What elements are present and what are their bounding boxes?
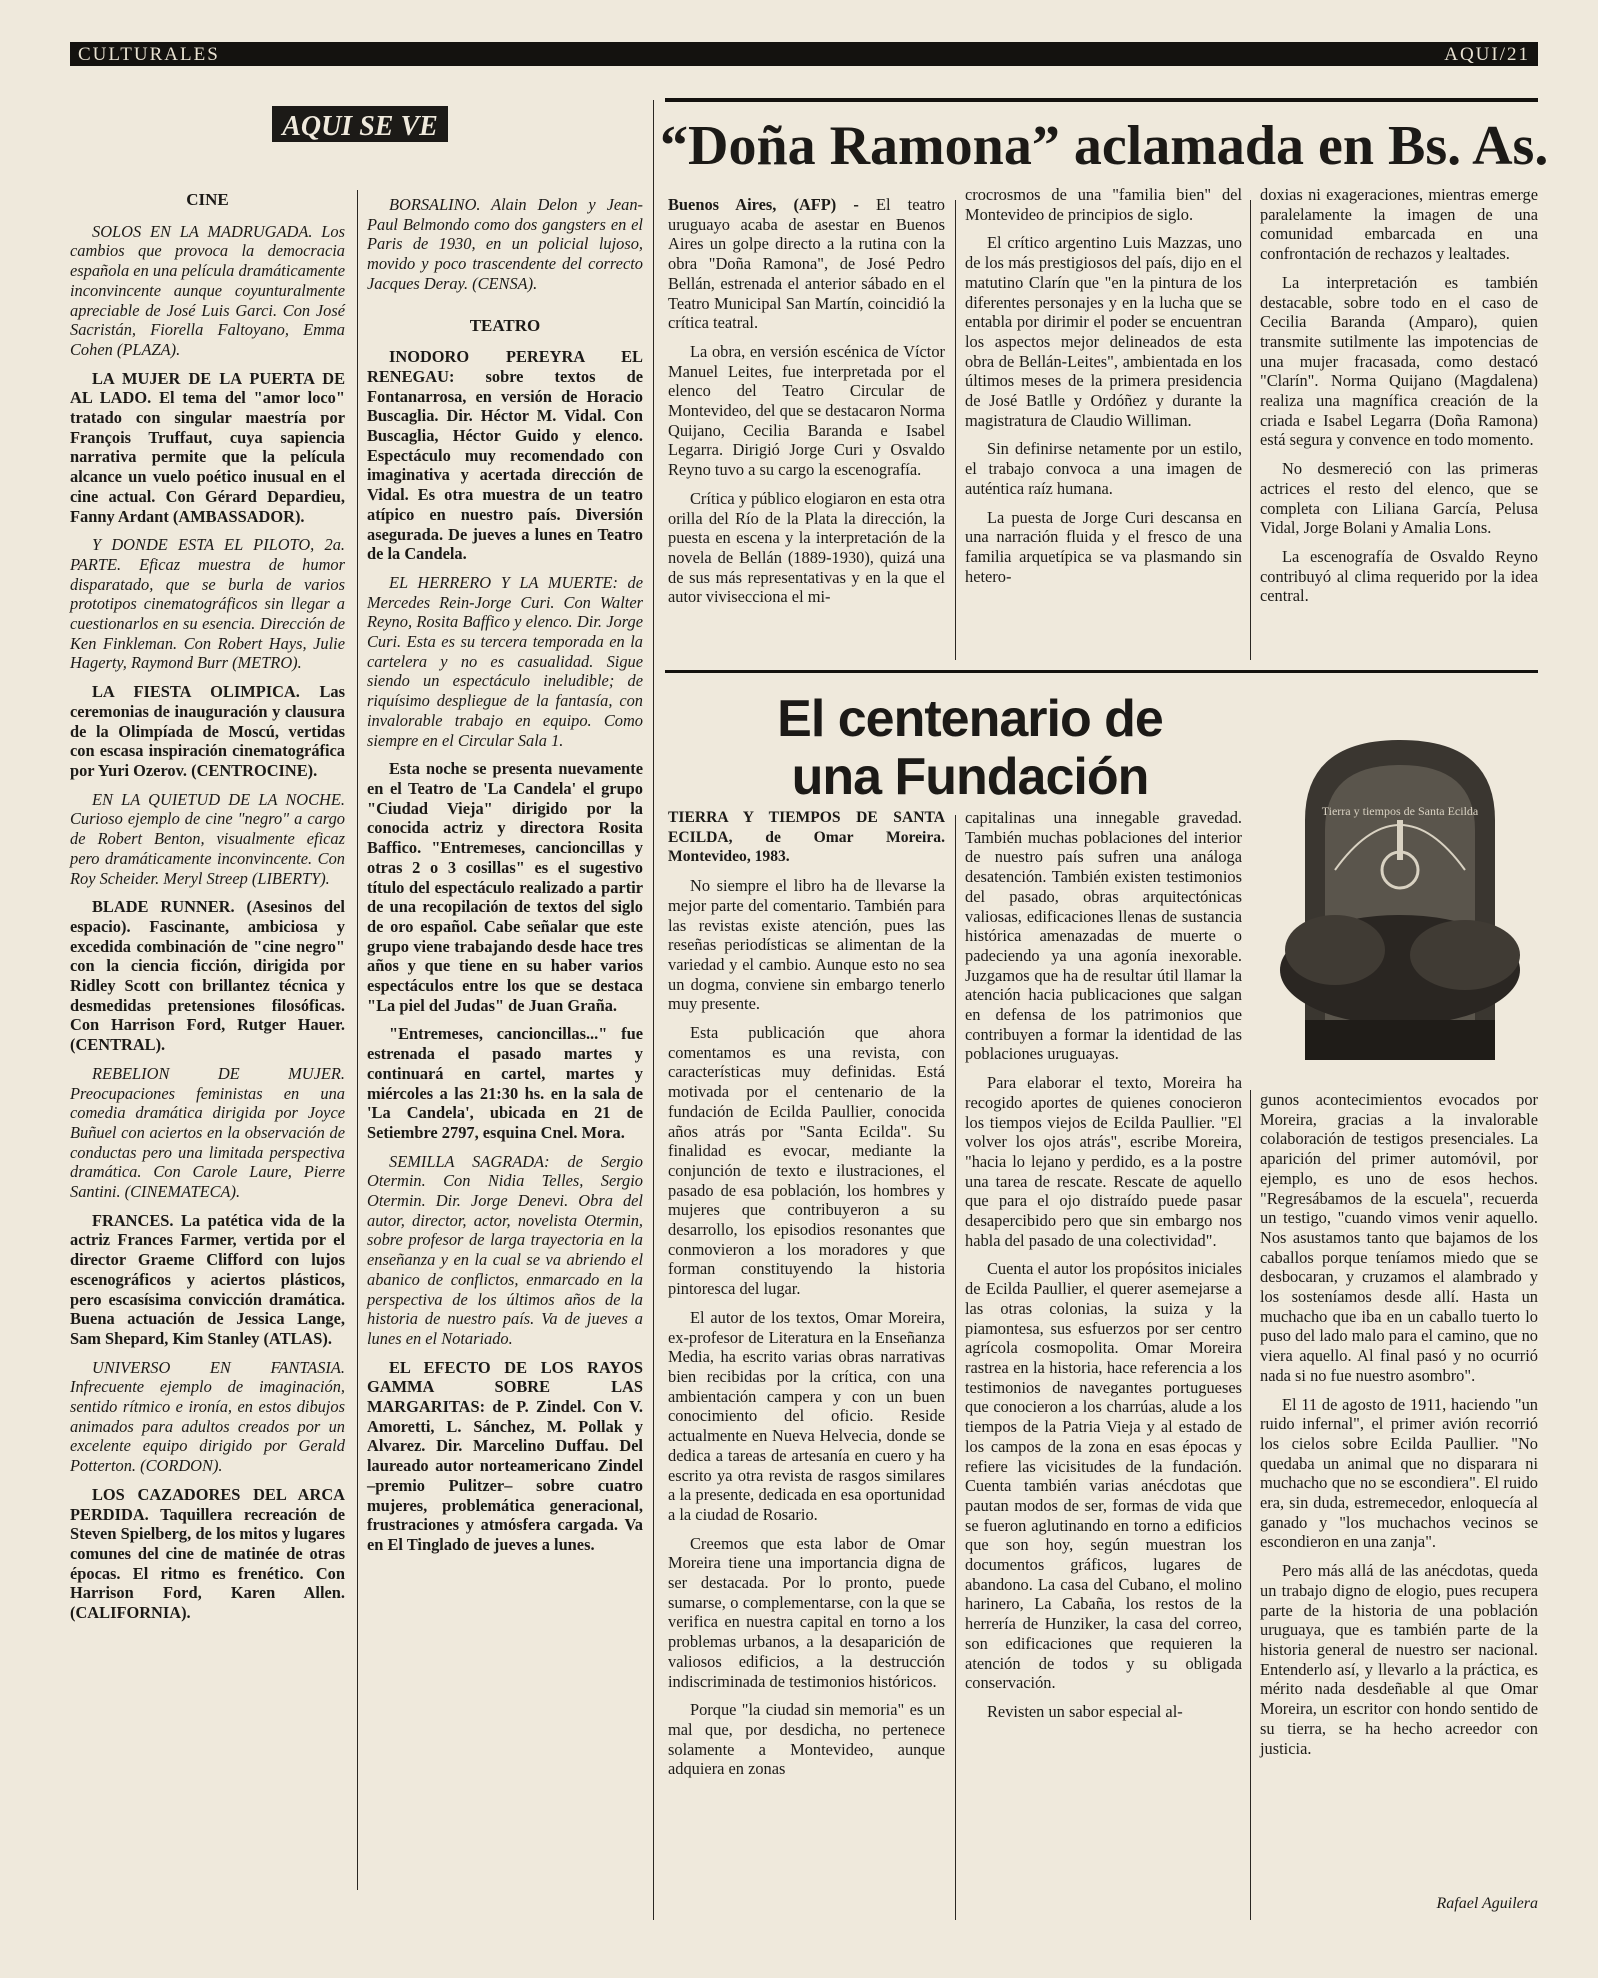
listing-text: sobre textos de Fontanarrosa, en versión de Horacio Buscaglia. Dir. Héctor M. Vidal. Con Buscaglia, Héctor Guido y elenco. Espectáculo muy recomendado con imaginativa y acertada dirección de Vidal. Es otra muestra de un teatro atípico en nuestro país. Diversión asegurada. De jueves a lunes en Teatro de la Candela. — [367, 366, 643, 564]
listing-item — [367, 1358, 643, 1555]
monument-photo — [1265, 720, 1535, 1070]
article-paragraph: Pero más allá de las anécdotas, queda un trabajo digno de elogio, pues recupera parte de la historia de una población uruguaya, que es también parte de la historia general de nuestro ser nacional. Entenderlo así, y llevarlo a la práctica, es mérito nada desdeñable al que Omar Moreira, un escritor con hondo sentido de su tierra, se ha hecho acreedor con justicia. — [1260, 1561, 1538, 1758]
headline-rule — [665, 98, 1538, 102]
listing-item — [70, 369, 345, 527]
article-paragraph: El crítico argentino Luis Mazzas, uno de los más prestigiosos del país, dijo en el matutino Clarín que "en la pintura de los diferentes personajes y en la lucha que se entabla por dirimir el poder se encuentran los aspectos mejor delineados de esta obra de Bellán-Leites", ambientada en los últimos meses de la primera presidencia de José Batlle y Ordóñez y durante la magistratura de Claudio Williman. — [965, 233, 1242, 430]
teatro-heading: TEATRO — [469, 315, 541, 335]
listing-item — [70, 897, 345, 1055]
listing-text: Los cambios que provoca la democracia española en una película dramáticamente inconvincente aunque coyunturalmente apreciable de José Luis Garci. Con José Sacristán, Fiorella Faltoyano, Emma Cohen (PLAZA). — [70, 221, 345, 359]
listing-text: Infrecuente ejemplo de imaginación, sentido rítmico e ironía, en estos dibujos animados para adultos creados por un excelente equipo dirigido por Gerald Potterton. (CORDON). — [70, 1377, 345, 1476]
article-paragraph: Crítica y público elogiaron en esta otra orilla del Río de la Plata la dirección, la puesta en escena y la interpretación de la novela de Bellán (1889-1930), quizá una de sus más representativas y en la que el autor vivisecciona el mi- — [668, 488, 945, 607]
listing-item — [367, 1024, 643, 1142]
article-paragraph: crocrosmos de una "familia bien" del Montevideo de principios de siglo. — [965, 185, 1242, 224]
listing-item — [367, 573, 643, 750]
column-rule — [1250, 1090, 1251, 1920]
listing-title: LOS CAZADORES DEL ARCA PERDIDA. — [70, 1484, 345, 1524]
column-rule — [955, 815, 956, 1920]
listing-text: Alain Delon y Jean-Paul Belmondo como dos gangsters en el Paris de 1930, en un policial lujoso, movido y poco trascendente del correcto Jacques Deray. (CENSA). — [367, 195, 643, 293]
listing-title: EL HERRERO Y LA MUERTE: — [389, 572, 618, 592]
listing-borsalino — [367, 195, 643, 294]
article-paragraph: Creemos que esta labor de Omar Moreira tiene una importancia digna de ser destacada. Por lo pronto, puede sumarse, o complementarse, con la que se verifica en nuestra capital en torno a los problemas urbanos, a la desaparición de valiosos edificios, a la destrucción indiscriminada de testimonios históricos. — [668, 1533, 945, 1691]
listing-text: El tema del "amor loco" tratado con singular maestría por François Truffaut, cuya sapiencia narrativa permite que la película alcance un vuelo poético inusual en el cine actual. Con Gérard Depardieu, Fanny Ardant (AMBASSADOR). — [70, 388, 345, 526]
dateline: Buenos Aires, (AFP) - — [668, 195, 859, 214]
article-paragraph: La escenografía de Osvaldo Reyno contribuyó al clima requerido por la idea central. — [1260, 546, 1538, 606]
listing-item — [70, 1485, 345, 1623]
listing-title: REBELION DE MUJER. — [92, 1063, 345, 1083]
listing-title: EL EFECTO DE LOS RAYOS GAMMA SOBRE LAS MARGARITAS: — [367, 1357, 643, 1417]
logo-text: AQUI SE VE — [282, 111, 438, 142]
article-paragraph: Cuenta el autor los propósitos iniciales de Ecilda Paullier, el querer asemejarse a las otras colonias, la suiza y la piamontesa, sus esfuerzos por ser centro agrícola cosmopolita. Omar Moreira rastrea en la historia, hace referencia a los testimonios de navegantes portugueses que conocieron a los charrúas, alude a los tiempos de la Patria Vieja y al estado de los campos de la zona en esas épocas y refiere las vicisitudes de la fundación. Cuenta también varias anécdotas que pautan modos de ser, formas de vida que se fueron aglutinando en torno a edificios que son hoy, según muestran los documentos gráficos, lugares de abandono. La casa del Cubano, el molino harinero, La Cabaña, los restos de la herrería de Hunziker, la casa del correo, son edificaciones que requieren la atención de todos y su obligada conservación. — [965, 1259, 1242, 1693]
agenda-column-1 — [70, 190, 345, 1632]
listing-title: LA FIESTA OLIMPICA. — [92, 682, 300, 702]
listing-item — [367, 1152, 643, 1349]
article-paragraph: Para elaborar el texto, Moreira ha recogido aportes de quienes conocieron los tiempos viejos de Ecilda Paullier. "El volver los ojos atrás", escribe Moreira, "hacia lo lejano y perdido, es a la postre una tarea de rescate. Rescate de aquello que para el ojo distraído puede pasar desapercibido pero que sin embargo nos habla del pasado de una colectividad". — [965, 1073, 1242, 1250]
article-paragraph: gunos acontecimientos evocados por Moreira, gracias a la invalorable colaboración de testigos presenciales. La aparición del primer automóvil, por ejemplo, es uno de esos hechos. "Regresábamos de la escuela", recuerda un testigo, "cuando vimos venir aquello. Nos asustamos tanto que bajamos de los caballos porque teníamos miedo que se desbocaran, y cruzamos el alambrado y los sosteníamos desde allí. Hasta un muchacho que iba en un caballo tuerto lo puso del lado malo para el camino, que no viera aquello. Al final pasó y no ocurrió nada si no fue nuestro asombro". — [1260, 1090, 1538, 1385]
listing-item — [367, 347, 643, 564]
article-paragraph: No desmereció con las primeras actrices el resto del elenco, que se completa con Liliana García, Pelusa Vidal, Jorge Bolani y Amalia Lons. — [1260, 459, 1538, 538]
listing-title: FRANCES. — [92, 1210, 174, 1230]
section-name: CULTURALES — [78, 44, 220, 65]
article-paragraph: Esta publicación que ahora comentamos es una revista, con características muy definidas. Está motivada por el centenario de la fundación de Ecilda Paullier, conocida años atrás por "Santa Ecilda". Su finalidad es evocar, mediante la conjunción de texto e ilustraciones, el pasado de esa población, los hombres y mujeres que contribuyeron a su desarrollo, los episodios resonantes que conmovieron a los moradores y que forman constituyendo la historia pintoresca del lugar. — [668, 1023, 945, 1299]
headline-line-1: El centenario de — [777, 690, 1163, 748]
ramona-column-1 — [668, 195, 945, 616]
listing-text: de Sergio Otermin. Con Nidia Telles, Sergio Otermin. Dir. Jorge Denevi. Obra del autor, director, actor, novelista Otermin, sobre profesor de larga trayectoria en la enseñanza y en la cual se va abriendo el abanico de conflictos, enmarcado en la perspectiva de los últimos años de la historia de nuestro país. Va de jueves a lunes en el Notariado. — [367, 1151, 643, 1348]
listing-item — [70, 1358, 345, 1476]
listing-text: La patética vida de la actriz Frances Farmer, vertida por el director Graeme Clifford con lujos escenográficos y aciertos plásticos, pero escasísima convicción dramática. Buena actuación de Jessica Lange, Sam Shepard, Kim Stanley (ATLAS). — [70, 1210, 345, 1348]
article-paragraph: El 11 de agosto de 1911, haciendo "un ruido infernal", el primer avión recorrió los cielos sobre Ecilda Paullier. "No quedaba un animal que no disparara ni muchacho que no se escondiera". El ruido era, sin duda, estremecedor, enloquecía al ganado y "los muchachos vecinos se escondieron en una zanja". — [1260, 1394, 1538, 1552]
listing-title: UNIVERSO EN FANTASIA. — [92, 1357, 345, 1377]
column-rule — [1250, 200, 1251, 660]
article-paragraph: La obra, en versión escénica de Víctor Manuel Leites, fue interpretada por el elenco del Teatro Circular de Montevideo, del que se destacaron Norma Quijano, Cecilia Baranda e Isabel Legarra. Dirigió Jorge Curi y Osvaldo Reyno tuvo a su cargo la escenografía. — [668, 341, 945, 480]
article-paragraph: capitalinas una innegable gravedad. También muchas poblaciones del interior de nuestro país sufren una análoga desatención. También existen testimonios del pasado, obras arquitectónicas valiosas, edificaciones llenas de sustancia histórica amenazadas de muerte o padeciendo ya una agonía inexorable. Juzgamos que ha de resultar útil llamar la atención hacia publicaciones que salgan en defensa de los patrimonios que contribuyen a formar la identidad de las poblaciones uruguayas. — [965, 808, 1242, 1064]
article-paragraph: doxias ni exageraciones, mientras emerge paralelamente la imagen de una comunidad embarcada en una confrontación de rechazos y lealtades. — [1260, 185, 1538, 264]
paragraph-text: El teatro uruguayo acaba de asestar en Buenos Aires un golpe directo a la rutina con la obra "Doña Ramona", de José Pedro Bellán, estrenada el anterior sábado en el Teatro Municipal San Martín, coincidió la crítica teatral. — [668, 195, 945, 333]
column-rule — [357, 190, 358, 1890]
headline-line-2: una Fundación — [791, 748, 1149, 806]
listing-item — [70, 1064, 345, 1202]
ramona-column-2 — [965, 185, 1242, 595]
listing-text: Taquillera recreación de Steven Spielberg, de los mitos y lugares comunes del cine de matinée de otras épocas. El ritmo es frenético. Con Harrison Ford, Karen Allen. (CALIFORNIA). — [70, 1504, 345, 1623]
article-paragraph: El autor de los textos, Omar Moreira, ex-profesor de Literatura en la Enseñanza Media, ha escrito varias obras narrativas bien recibidas por la crítica, con una ambientación campera y con un buen conocimiento del oficio. Reside actualmente en Nueva Helvecia, donde se dedica a tareas de artesanía en cuero y ha escrito ya otra revista de rasgos similares a la presente, dedicada en esa oportunidad a la ciudad de Rosario. — [668, 1307, 945, 1524]
article-paragraph: No siempre el libro ha de llevarse la mejor parte del comentario. También para las revistas existe atención, pues las reseñas periodísticas se alimentan de la variedad y el cambio. Aunque esto no sea un dogma, conviene sin embargo tenerlo muy presente. — [668, 876, 945, 1014]
column-rule — [955, 200, 956, 660]
centenario-column-2 — [965, 808, 1242, 1731]
listing-title: LA MUJER DE LA PUERTA DE AL LADO. — [70, 368, 345, 408]
ramona-column-3 — [1260, 185, 1538, 615]
article-paragraph — [668, 195, 945, 333]
article-paragraph: La interpretación es también destacable, sobre todo en el caso de Cecilia Baranda (Amparo), quien transmite sutilmente las impotencias de una mujer fracasada, como destacó "Clarín". Norma Quijano (Magdalena) realiza una magnífica creación de la criada e Isabel Legarra (Doña Ramona) está segura y convence en todo momento. — [1260, 272, 1538, 450]
column-rule — [653, 100, 654, 1920]
listing-text: de P. Zindel. Con V. Amoretti, L. Sánchez, M. Pollak y Alvarez. Dir. Marcelino Duffau. Del laureado autor norteamericano Zindel –premio Pulitzer– sobre cuatro mujeres, problemática generacional, frustraciones y atmósfera cargada. Va en El Tinglado de jueves a lunes. — [367, 1397, 643, 1554]
listing-text: de Mercedes Rein-Jorge Curi. Con Walter Reyno, Rosita Baffico y elenco. Dir. Jorge Curi. Esta es su tercera temporada en la cartelera y no es casualidad. Sigue siendo un espectáculo ineludible; de riquísimo despliegue de la fantasía, con invalorable trabajo en equipo. Como siempre en el Circular Sala 1. — [367, 572, 643, 750]
agenda-column-2 — [367, 195, 643, 1564]
listing-item — [367, 759, 643, 1015]
listing-title: SOLOS EN LA MADRUGADA. — [92, 221, 313, 241]
listing-item — [70, 535, 345, 673]
centenario-headline — [670, 690, 1270, 806]
listing-text: Eficaz muestra de humor disparatado, que se burla de varios prototipos cinematográficos sin llegar a cuestionarlos en su esencia. Dirección de Ken Finkleman. Con Robert Hays, Julie Hagerty, Raymond Burr (METRO). — [70, 554, 345, 673]
listing-text: Las ceremonias de inauguración y clausura de la Olimpíada de Moscú, vertidas con escasa inspiración cinematográfica por Yuri Ozerov. (CENTROCINE). — [70, 682, 345, 780]
listing-text: Preocupaciones feministas en una comedia dramática dirigida por Joyce Buñuel con aciertos en la observación de conductas pero una limitada perspectiva dramática. Con Carole Laure, Pierre Santini. (CINEMATECA). — [70, 1083, 345, 1202]
listing-title: SEMILLA SAGRADA: — [389, 1151, 550, 1171]
author-signature: Rafael Aguilera — [1436, 1895, 1538, 1912]
article-paragraph: Porque "la ciudad sin memoria" es un mal que, por desdicha, no pertenece solamente a Montevideo, aunque adquiera en zonas — [668, 1700, 945, 1779]
listing-text: (Asesinos del espacio). Fascinante, ambiciosa y excedida combinación de "cine negro" con la ciencia ficción, dirigida por Ridley Scott con brillantez técnica y desmedidas pretensiones filosóficas. Con Harrison Ford, Rutger Hauer. (CENTRAL). — [70, 897, 345, 1055]
aqui-se-ve-logo — [270, 100, 450, 148]
article-paragraph: Sin definirse netamente por un estilo, el trabajo convoca a una imagen de auténtica raíz humana. — [965, 439, 1242, 498]
listing-item — [70, 790, 345, 889]
article-paragraph: Revisten un sabor especial al- — [987, 1701, 1183, 1721]
listing-item — [70, 682, 345, 781]
listing-title: EN LA QUIETUD DE LA NOCHE. — [92, 789, 345, 809]
article-divider — [665, 670, 1538, 673]
listing-title: Y DONDE ESTA EL PILOTO, 2a. PARTE. — [70, 535, 345, 574]
centenario-column-1 — [668, 808, 945, 1788]
listing-item — [70, 1211, 345, 1349]
article-paragraph: La puesta de Jorge Curi descansa en una narración fluida y el fresco de una familia arquetípica se va plasmando sin hetero- — [965, 507, 1242, 586]
ramona-headline: “Doña Ramona” aclamada en Bs. As. — [660, 115, 1549, 177]
photo-inscription: Tierra y tiempos de Santa Ecilda — [1321, 804, 1479, 818]
listing-item — [70, 222, 345, 360]
listing-text: Esta noche se presenta nuevamente en el Teatro de 'La Candela' el grupo "Ciudad Vieja" dirigido por la conocida actriz y directora Rosita Baffico. "Entremeses, cancioncillas y otras 2 o 3 cosillas" es el sugestivo título del espectáculo realizado a partir de una recopilación de textos del siglo de oro español. Cabe señalar que este grupo viene trabajando desde hace tres años y que tiene en su haber varios espectáculos entre los que se destaca "La piel del Judas" de Juan Graña. — [367, 759, 643, 1015]
listing-text: Curioso ejemplo de cine "negro" a cargo de Robert Benton, visualmente eficaz pero dramáticamente inconvincente. Con Roy Scheider. Meryl Streep (LIBERTY). — [70, 809, 345, 888]
cine-heading: CINE — [186, 190, 229, 209]
listing-text: "Entremeses, cancioncillas..." fue estrenada el pasado martes y continuará en cartel, martes y miércoles a las 21:30 hs. en la sala de 'La Candela', ubicada en 21 de Setiembre 2797, esquina Cnel. Mora. — [367, 1024, 643, 1142]
book-reference: TIERRA Y TIEMPOS DE SANTA ECILDA, de Omar Moreira. Montevideo, 1983. — [668, 809, 945, 866]
page-header-bar — [70, 42, 1538, 66]
page-number: AQUI/21 — [1444, 44, 1530, 65]
listing-title: BLADE RUNNER. — [92, 897, 235, 917]
listing-title: BORSALINO. — [389, 195, 481, 214]
centenario-column-3 — [1260, 1090, 1538, 1767]
listing-title: INODORO PEREYRA EL RENEGAU: — [367, 347, 643, 386]
